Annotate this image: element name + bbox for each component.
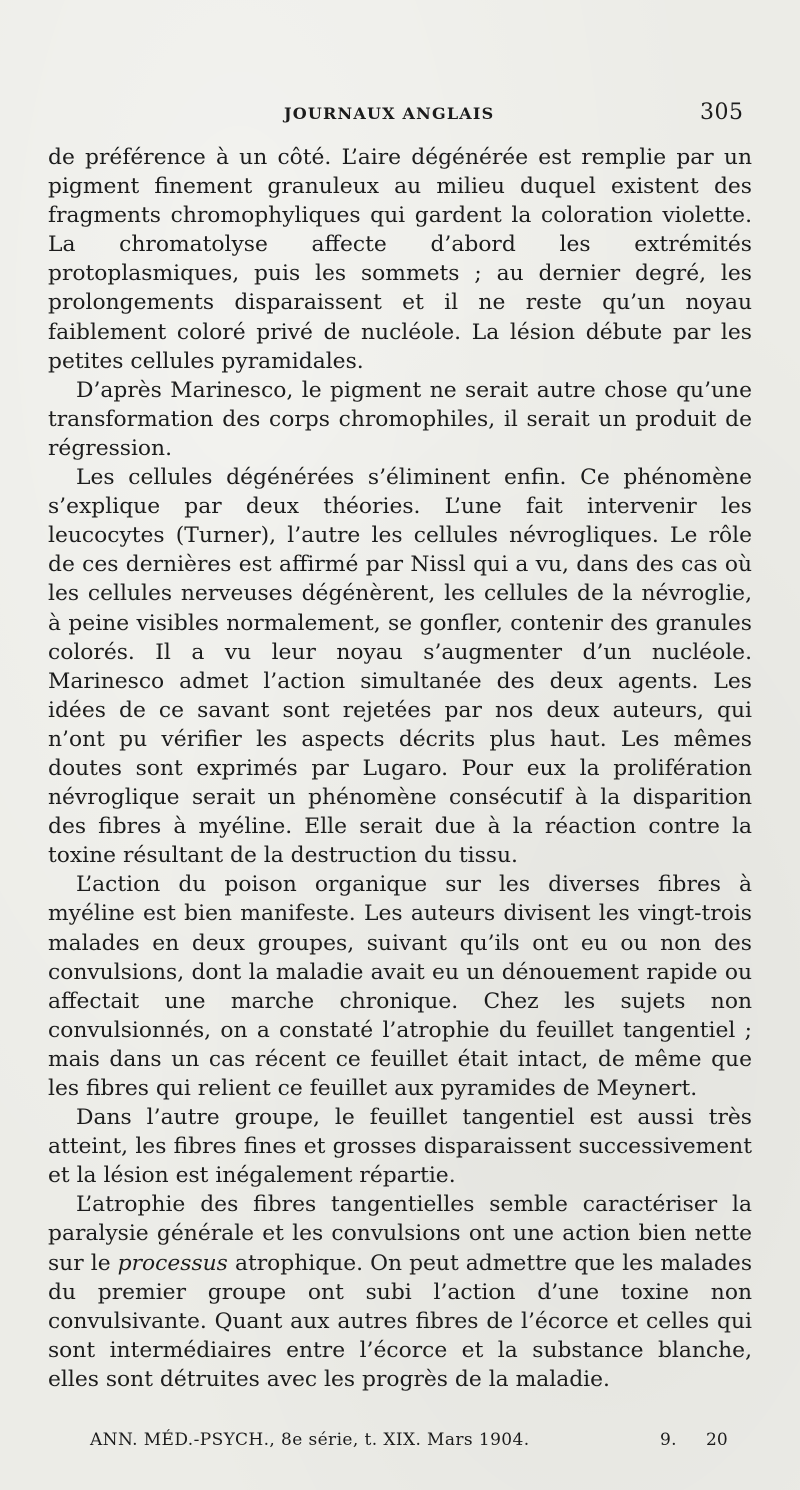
paragraph-1: de préférence à un côté. L’aire dégénérée est remplie par un pigment finement granuleux au milieu duquel existent des fragments chromophyliques qui gardent la coloration violette. La chromatolyse affecte d’abord les extrémités protoplasmiques, puis les sommets ; au dernier degré, les prolongements disparaissent et il ne reste qu’un noyau faiblement coloré privé de nucléole. La lésion débute par les petites cellules pyramidales. — [48, 145, 752, 374]
italic-term: processus — [117, 1250, 228, 1276]
page-footer — [0, 1428, 800, 1458]
paragraph-6 — [48, 1190, 752, 1394]
journal-citation: ANN. MÉD.-PSYCH., 8e série, t. XIX. Mars 1904. — [90, 1430, 530, 1450]
running-title: JOURNAUX ANGLAIS — [284, 104, 495, 123]
page-number: 305 — [700, 100, 744, 125]
signature-mark: 9. — [660, 1430, 677, 1450]
running-head — [0, 100, 800, 128]
paragraph-2: D’après Marinesco, le pigment ne serait autre chose qu’une transformation des corps chromophiles, il serait un produit de régression. — [48, 377, 752, 461]
paragraph-3: Les cellules dégénérées s’éliminent enfin. Ce phénomène s’explique par deux théories. L’une fait intervenir les leucocytes (Turner), l’autre les cellules névrogliques. Le rôle de ces dernières est affirmé par Nissl qui a vu, dans des cas où les cellules nerveuses dégénèrent, les cellules de la névroglie, à peine visibles normalement, se gonfler, contenir des granules colorés. Il a vu leur noyau s’augmenter d’un nucléole. Marinesco admet l’action simultanée des deux agents. Les idées de ce savant sont rejetées par nos deux auteurs, qui n’ont pu vérifier les aspects décrits plus haut. Les mêmes doutes sont exprimés par Lugaro. Pour eux la prolifération névroglique serait un phénomène consécutif à la disparition des fibres à myéline. Elle serait due à la réaction contre la toxine résultant de la destruction du tissu. — [48, 465, 752, 869]
paragraph-6-text-start: L’atrophie des fibres tangentielles semble caractériser la paralysie générale et les convulsions ont une action bien nette sur le — [48, 1192, 752, 1276]
paragraph-5: Dans l’autre groupe, le feuillet tangentiel est aussi très atteint, les fibres fines et grosses disparaissent successivement et la lésion est inégalement répartie. — [48, 1105, 752, 1189]
paragraph-4: L’action du poison organique sur les diverses fibres à myéline est bien manifeste. Les auteurs divisent les vingt-trois malades en deux groupes, suivant qu’ils ont eu ou non des convulsions, dont la maladie avait eu un dénouement rapide ou affectait une marche chronique. Chez les sujets non convulsionnés, on a constaté l’atrophie du feuillet tangentiel ; mais dans un cas récent ce feuillet était intact, de même que les fibres qui relient ce feuillet aux pyramides de Meynert. — [48, 872, 752, 1101]
paragraph-6-text-end: atrophique. On peut admettre que les malades du premier groupe ont subi l’action d’une toxine non convulsivante. Quant aux autres fibres de l’écorce et celles qui sont intermédiaires entre l’écorce et la substance blanche, elles sont détruites avec les progrès de la maladie. — [48, 1250, 752, 1392]
signature-number: 20 — [706, 1430, 728, 1450]
body-text — [48, 143, 752, 1394]
